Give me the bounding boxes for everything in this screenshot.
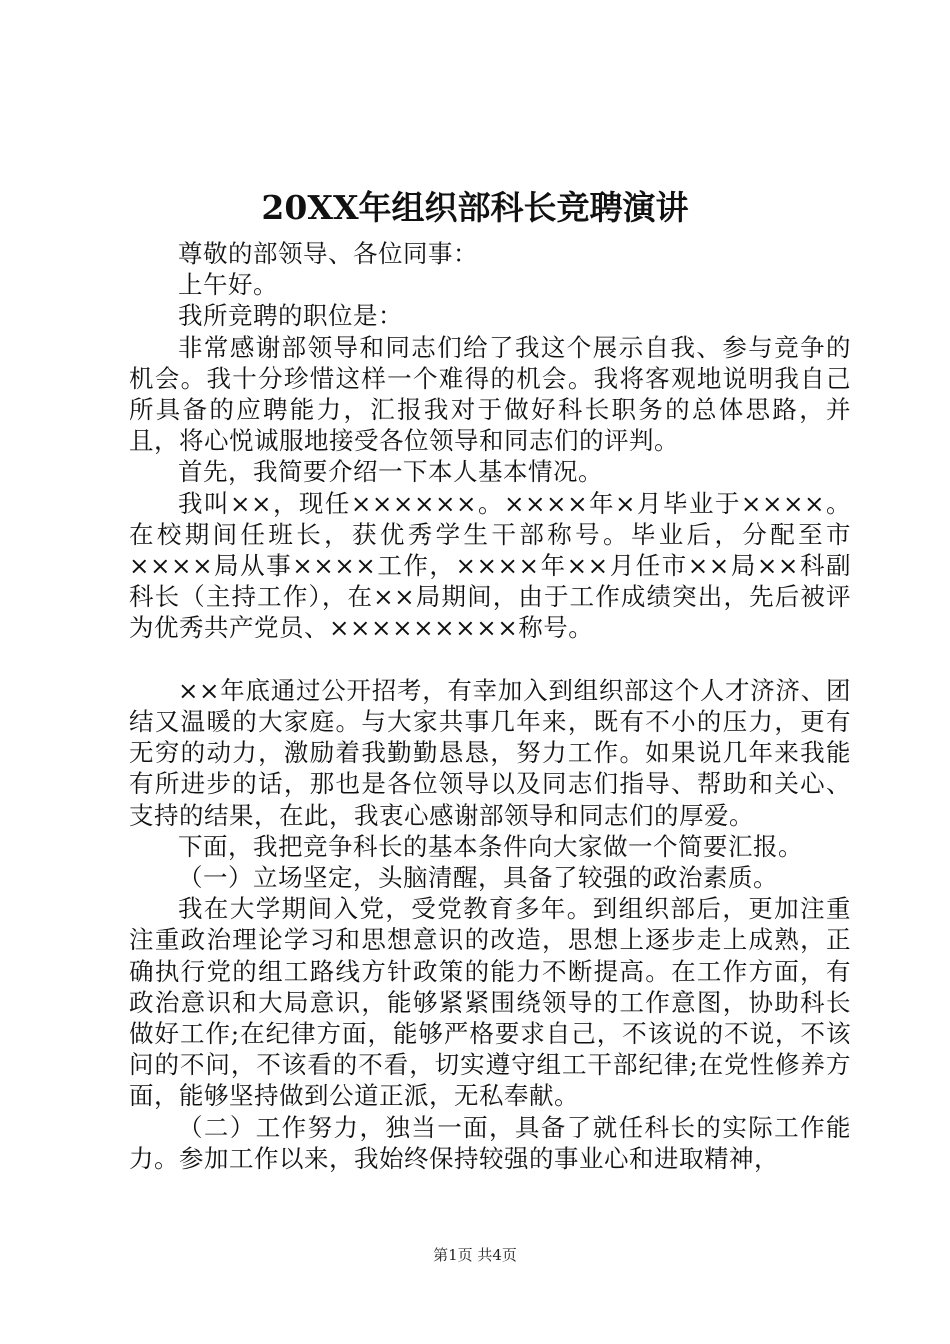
paragraph-report-intro: 下面，我把竞争科长的基本条件向大家做一个简要汇报。 — [178, 831, 803, 861]
paragraph-political: 我在大学期间入党，受党教育多年。到组织部后，更加注重注重政治理论学习和思想意识的改造，思想上逐步走上成熟，正确执行党的组工路线方针政策的能力不断提高。在工作方面，有政治意识和大局意识，能够紧紧围绕领导的工作意图，协助科长做好工作;在纪律方面，能够严格要求自己，不该说的不说，不该问的不问，不该看的不看，切实遵守组工干部纪律;在党性修养方面，能够坚持做到公道正派，无私奉献。 — [129, 894, 851, 1111]
document-title: 20XX年组织部科长竞聘演讲 — [261, 188, 689, 227]
paragraph-spacer — [129, 644, 851, 675]
paragraph-salutation: 尊敬的部领导、各位同事： — [178, 239, 478, 268]
section-heading-1: （一）立场坚定，头脑清醒，具备了较强的政治素质。 — [178, 863, 778, 893]
paragraph-position: 我所竞聘的职位是： — [178, 301, 403, 331]
paragraph-intro: 首先，我简要介绍一下本人基本情况。 — [178, 457, 603, 487]
paragraph-background: 我叫××，现任××××××。××××年×月毕业于××××。在校期间任班长，获优秀学生干部称号。毕业后，分配至市××××局从事××××工作，××××年××月任市××局××科副科长（主持工作），在××局期间，由于工作成绩突出，先后被评为优秀共产党员、×××××××××称号。 — [129, 488, 851, 643]
paragraph-joining: ××年底通过公开招考，有幸加入到组织部这个人才济济、团结又温暖的大家庭。与大家共事几年来，既有不小的压力，更有无穷的动力，激励着我勤勤恳恳，努力工作。如果说几年来我能有所进步的话，那也是各位领导以及同志们指导、帮助和关心、支持的结果，在此，我衷心感谢部领导和同志们的厚爱。 — [129, 675, 851, 830]
page-number-footer: 第1页 共4页 — [433, 1246, 517, 1264]
paragraph-thanks: 非常感谢部领导和同志们给了我这个展示自我、参与竞争的机会。我十分珍惜这样一个难得的机会。我将客观地说明我自己所具备的应聘能力，汇报我对于做好科长职务的总体思路，并且，将心悦诚服地接受各位领导和同志们的评判。 — [129, 332, 851, 456]
section-heading-2: （二）工作努力，独当一面，具备了就任科长的实际工作能力。参加工作以来，我始终保持较强的事业心和进取精神， — [129, 1112, 851, 1173]
document-body — [129, 238, 851, 1174]
paragraph-greeting: 上午好。 — [178, 270, 278, 300]
